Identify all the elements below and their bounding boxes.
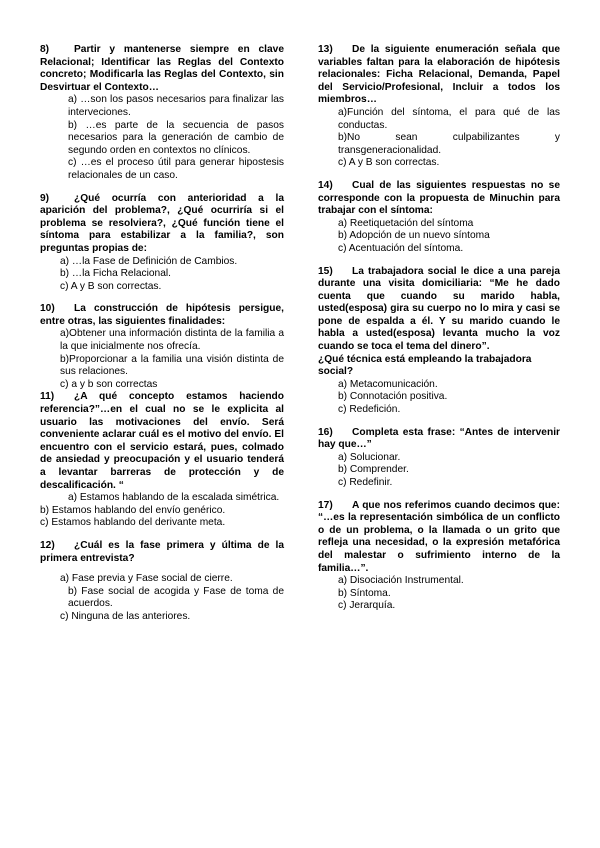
question-10 (40, 303, 284, 391)
option-b: b) Síntoma. (338, 587, 391, 599)
option-a: a)Función del síntoma, el para qué de las conductas. (338, 106, 560, 131)
question-15 (318, 266, 560, 417)
option-a: a) …son los pasos necesarios para finalizar las interveciones. (68, 94, 284, 118)
question-12 (40, 540, 284, 624)
question-text: 15) La trabajadora social le dice a una pareja durante una visita domiciliaria: “Me he dado cuenta que cuando su marido habla, usted(esposa) gira su cuerpo no lo mira y casi se pone de espalda a él. Y su marido cuando le habla a usted(esposa) levanta mucho la voz cuando se toca el tema del dinero”. (318, 265, 560, 353)
option-a: a) Solucionar. (338, 451, 401, 463)
option-b: b) Fase social de acogida y Fase de toma de acuerdos. (68, 585, 284, 610)
right-column (318, 44, 560, 623)
question-text: 17) A que nos referimos cuando decimos que: “…es la representación simbólica de un conflicto o de un problema, o la llamada o un grito que refleja una necesidad, o la expresión metafórica del malestar o sufrimiento interno de la familia…”. (318, 499, 560, 574)
question-11 (40, 391, 284, 530)
option-c: c) Redefinir. (338, 477, 393, 488)
question-8 (40, 44, 284, 183)
option-b: b) Adopción de un nuevo síntoma (338, 230, 490, 242)
option-b: b) …la Ficha Relacional. (60, 268, 171, 280)
option-c: c) Jerarquía. (338, 600, 396, 612)
question-extra: ¿Qué técnica está empleando la trabajadora social? (318, 353, 532, 378)
option-c: c) Ninguna de las anteriores. (60, 610, 191, 622)
question-14 (318, 180, 560, 256)
option-c: c) a y b son correctas (60, 378, 158, 390)
question-text: 16) Completa esta frase: “Antes de intervenir hay que…” (318, 426, 560, 451)
option-b: b) Estamos hablando del envío genérico. (40, 504, 226, 516)
question-16 (318, 427, 560, 490)
left-column (40, 44, 284, 634)
question-13 (318, 44, 560, 170)
option-a: a)Obtener una información distinta de la familia a la que inicialmente nos ofrecía. (60, 328, 284, 353)
option-b: b) Comprender. (338, 464, 409, 476)
option-a: a) Estamos hablando de la escalada simétrica. (68, 492, 280, 504)
question-text: 14) Cual de las siguientes respuestas no se corresponde con la propuesta de Minuchin para trabajar con el síntoma: (318, 179, 560, 217)
question-text: 12) ¿Cuál es la fase primera y última de la primera entrevista? (40, 539, 284, 564)
option-c: c) Estamos hablando del derivante meta. (40, 517, 226, 529)
question-9 (40, 193, 284, 294)
option-c: c) Acentuación del síntoma. (338, 242, 464, 254)
question-text: 10) La construcción de hipótesis persigue, entre otras, las siguientes finalidades: (40, 303, 284, 327)
option-b: b) Connotación positiva. (338, 391, 448, 403)
option-a: a) Fase previa y Fase social de cierre. (60, 573, 233, 585)
option-c: c) …es el proceso útil para generar hipostesis relacionales de un caso. (68, 157, 284, 181)
option-a: a) Reetiquetación del síntoma (338, 217, 474, 229)
option-c: c) A y B son correctas. (338, 157, 440, 169)
option-b: b) …es parte de la secuencia de pasos necesarios para la generación de cambio de segundo orden en contextos no clínicos. (68, 119, 284, 156)
question-text: 9) ¿Qué ocurría con anterioridad a la aparición del problema?, ¿Qué ocurriría si el problema se resolviera?, ¿Qué función tiene el síntoma para estabilizar a la familia?, son preguntas propias de: (40, 192, 284, 254)
question-text: 13) De la siguiente enumeración señala que variables faltan para la elaboración de hipótesis relacionales: Ficha Relacional, Demanda, Papel del Servicio/Profesional, Incluir a todos los miembros… (318, 44, 560, 106)
option-b: b)No sean culpabilizantes y transgeneracionalidad. (338, 132, 560, 156)
question-text: 11) ¿A qué concepto estamos haciendo referencia?”…en el cual no se le explicita al usuario las motivaciones del envío. Será conveniente aclarar cuál es el motivo del envío. El encuentro con el servicio estará, pues, colmado de ansiedad y preocupación y el usuario tenderá a levantar barreras de protección y de descalificación. “ (40, 391, 284, 491)
question-17 (318, 500, 560, 613)
option-c: c) Redefición. (338, 404, 401, 416)
option-c: c) A y B son correctas. (60, 280, 162, 292)
option-a: a) Metacomunicación. (338, 378, 438, 390)
option-a: a) …la Fase de Definición de Cambios. (60, 255, 238, 267)
option-b: b)Proporcionar a la familia una visión distinta de sus relaciones. (60, 353, 284, 378)
question-text: 8) Partir y mantenerse siempre en clave Relacional; Identificar las Reglas del Contexto concreto; Modificarla las Reglas del Contexto, sin Desvirtuar el Contexto… (40, 44, 284, 93)
option-a: a) Disociación Instrumental. (338, 575, 464, 587)
